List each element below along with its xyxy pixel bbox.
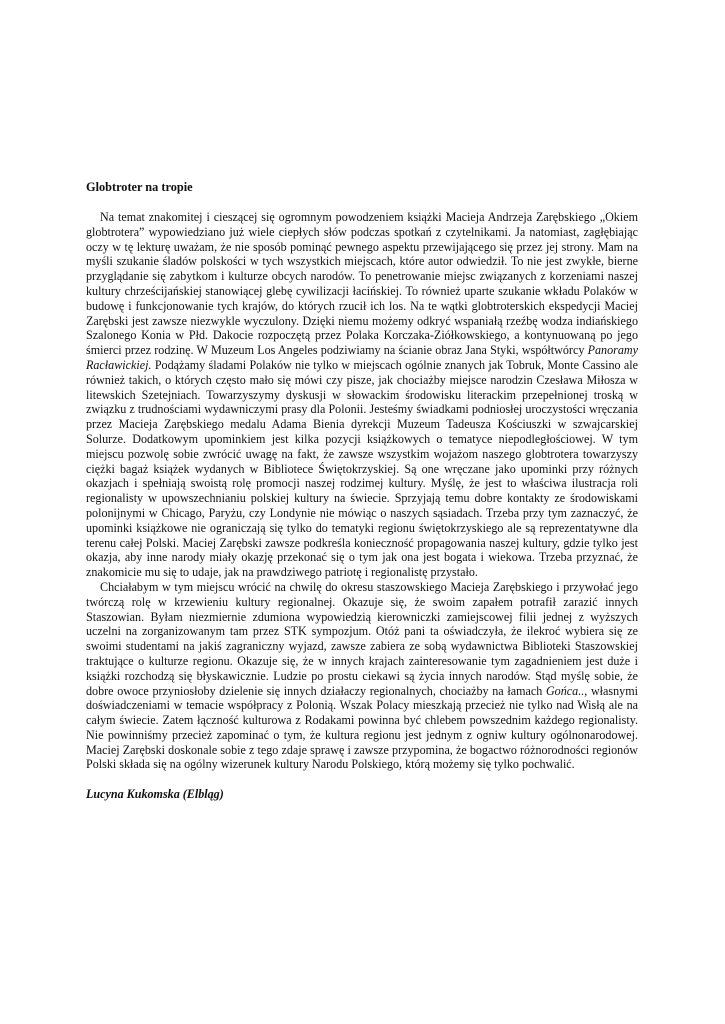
article-paragraph-2 bbox=[86, 580, 638, 772]
article-title: Globtroter na tropie bbox=[86, 180, 193, 194]
paragraph-2-emphasis: Gońca.., bbox=[545, 683, 588, 698]
article-paragraph-1 bbox=[86, 210, 638, 580]
paragraph-2-text-a: Chciałabym w tym miejscu wrócić na chwilę do okresu staszowskiego Macieja Zarębskiego i przywołać jego twórczą rolę w krzewieniu kultury regionalnej. Okazuje się, że swoim zapałem potrafił zarazić innych Staszowian. Byłam niezmiernie zdumiona wypowiedzią kierowniczki zamiejscowej filii jednej z wyższych uczelni na zorganizowanym tam przez STK sympozjum. Otóż pani ta oświadczyła, że ilekroć wybiera się ze swoimi studentami na jakiś zagraniczny wyjazd, zawsze zabiera ze sobą wydawnictwa Biblioteki Staszowskiej traktujące o kulturze regionu. Okazuje się, że w innych krajach zainteresowanie tym zagadnieniem jest duże i książki rozchodzą się błyskawicznie. Ludzie po prostu ciekawi są życia innych narodów. Stąd myślę sobie, że dobre owoce przyniosłoby dzielenie się innych działaczy regionalnych, chociażby na łamach bbox=[86, 579, 638, 698]
paragraph-2-text-b: własnymi doświadczeniami w temacie współpracy z Polonią. Wszak Polacy mieszkają przecież nie tylko nad Wisłą ale na całym świecie. Zatem łączność kulturowa z Rodakami powinna być chlebem powszednim każdego regionalisty. Nie powinniśmy przecież zapominać o tym, że kultura regionu jest jednym z ogniw kultury ogólnonarodowej. Maciej Zarębski doskonale sobie z tego zdaje sprawę i zawsze przypomina, że bogactwo różnorodności regionów Polski składa się na ogólny wizerunek kultury Narodu Polskiego, którą możemy się tylko pochwalić. bbox=[86, 683, 638, 772]
paragraph-1-emphasis: Panoramy Racławickiej. bbox=[86, 343, 638, 372]
paragraph-1-text-b: Podążamy śladami Polaków nie tylko w miejscach ogólnie znanych jak Tobruk, Monte Cassino ale również takich, o których często mało się mówi czy pisze, jak chociażby miejsce narodzin Czesława Miłosza w litewskich Szetejniach. Towarzyszymy dyskusji w słowackim środowisku literackim przepełnionej troską w związku z trudnościami wydawniczymi prasy dla Polonii. Jesteśmy świadkami podniosłej uroczystości wręczania przez Macieja Zarębskiego medalu Adama Bienia dyrekcji Muzeum Tadeusza Kościuszki w szwajcarskiej Solurze. Dodatkowym upominkiem jest kilka pozycji książkowych o tematyce niepodległościowej. W tym miejscu pozwolę sobie zwrócić uwagę na fakt, że zawsze wszystkim wojażom naszego globtrotera towarzyszy ciężki bagaż książek wydanych w Bibliotece Świętokrzyskiej. Są one wręczane jako upominki przy różnych okazjach i spełniają swoistą rolę promocji naszej rodzimej kultury. Myślę, że jest to właściwa ilustracja roli regionalisty w upowszechnianiu polskiej kultury na świecie. Sprzyjają temu dobre kontakty ze środowiskami polonijnymi w Chicago, Paryżu, czy Londynie nie mówiąc o naszych sąsiadach. Trzeba przy tym zaznaczyć, że upominki książkowe nie ograniczają się tylko do tematyki regionu świętokrzyskiego ale są reprezentatywne dla terenu całej Polski. Maciej Zarębski zawsze podkreśla konieczność propagowania naszej kultury, gdzie tylko jest okazja, aby inne narody miały okazję przekonać się o tym jak ona jest bogata i wiekowa. Trzeba przyznać, że znakomicie mu się to udaje, jak na prawdziwego patriotę i regionalistę przystało. bbox=[86, 357, 638, 580]
article-page bbox=[86, 180, 638, 802]
article-author: Lucyna Kukomska (Elbląg) bbox=[86, 787, 224, 802]
paragraph-1-text-a: Na temat znakomitej i cieszącej się ogromnym powodzeniem książki Macieja Andrzeja Zarębskiego „Okiem globtrotera” wypowiedziano już wiele ciepłych słów podczas spotkań z czytelnikami. Ja natomiast, zagłębiając oczy w tę lekturę uważam, że nie sposób pominąć pewnego aspektu przewijającego się przez jej strony. Mam na myśli szukanie śladów polskości w tych wszystkich miejscach, które autor odwiedził. To nie jest zwykłe, bierne przyglądanie się zabytkom i kulturze obcych narodów. To penetrowanie miejsc związanych z korzeniami naszej kultury chrześcijańskiej stanowiącej glebę cywilizacji łacińskiej. To również uparte szukanie wkładu Polaków w budowę i funkcjonowanie tych krajów, do których rzucił ich los. Na te wątki globtroterskich ekspedycji Maciej Zarębski jest zawsze niezwykle wyczulony. Dzięki niemu możemy odkryć wspaniałą rzeźbę wodza indiańskiego Szalonego Konia w Płd. Dakocie rozpoczętą przez Polaka Korczaka-Ziółkowskiego, a kontynuowaną po jego śmierci przez rodzinę. W Muzeum Los Angeles podziwiamy na ścianie obraz Jana Styki, współtwórcy bbox=[86, 210, 638, 358]
